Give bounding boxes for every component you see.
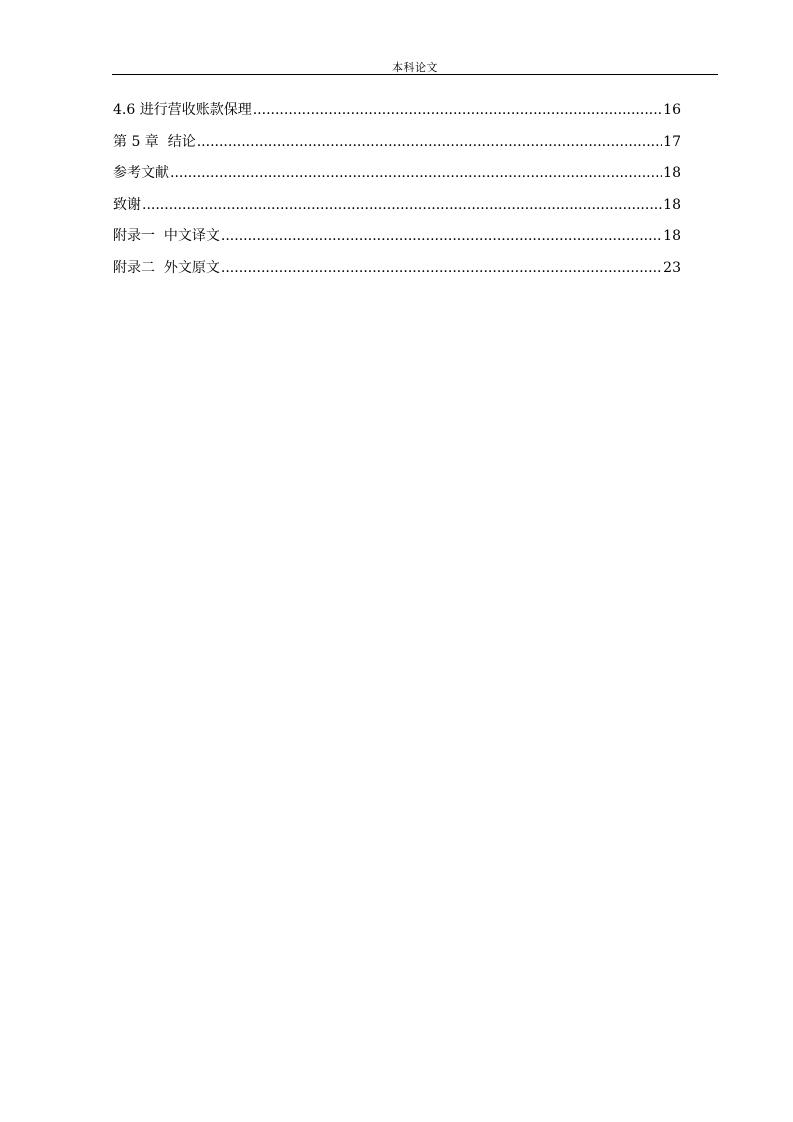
toc-dot-leader <box>197 132 662 152</box>
toc-entry-label: 4.6 进行营收账款保理 <box>113 102 252 118</box>
toc-entry-label: 附录二 外文原文 <box>113 259 220 276</box>
toc-entry[interactable] <box>113 226 681 258</box>
toc-entry[interactable] <box>113 100 681 132</box>
toc-entry[interactable] <box>113 195 681 227</box>
toc-entry-label: 附录一 中文译文 <box>113 228 220 245</box>
toc-entry-page: 18 <box>663 228 681 245</box>
toc-dot-leader <box>170 163 662 183</box>
toc-entry-label: 致谢 <box>113 196 141 213</box>
toc-entry[interactable] <box>113 258 681 290</box>
toc-entry-page: 23 <box>663 259 681 276</box>
toc-entry[interactable] <box>113 163 681 195</box>
toc-entry[interactable] <box>113 132 681 164</box>
toc-dot-leader <box>221 226 662 246</box>
toc-dot-leader <box>253 100 662 120</box>
toc-entry-page: 18 <box>663 165 681 182</box>
toc-dot-leader <box>221 258 662 278</box>
toc-entry-page: 16 <box>663 102 681 118</box>
toc-dot-leader <box>142 195 662 215</box>
toc-entry-label: 第 5 章 结论 <box>113 133 196 150</box>
toc-entry-label: 参考文献 <box>113 165 169 182</box>
page-header <box>112 56 718 75</box>
toc-entry-page: 17 <box>663 133 681 150</box>
header-title: 本科论文 <box>392 61 438 74</box>
table-of-contents <box>113 100 681 290</box>
toc-entry-page: 18 <box>663 196 681 213</box>
